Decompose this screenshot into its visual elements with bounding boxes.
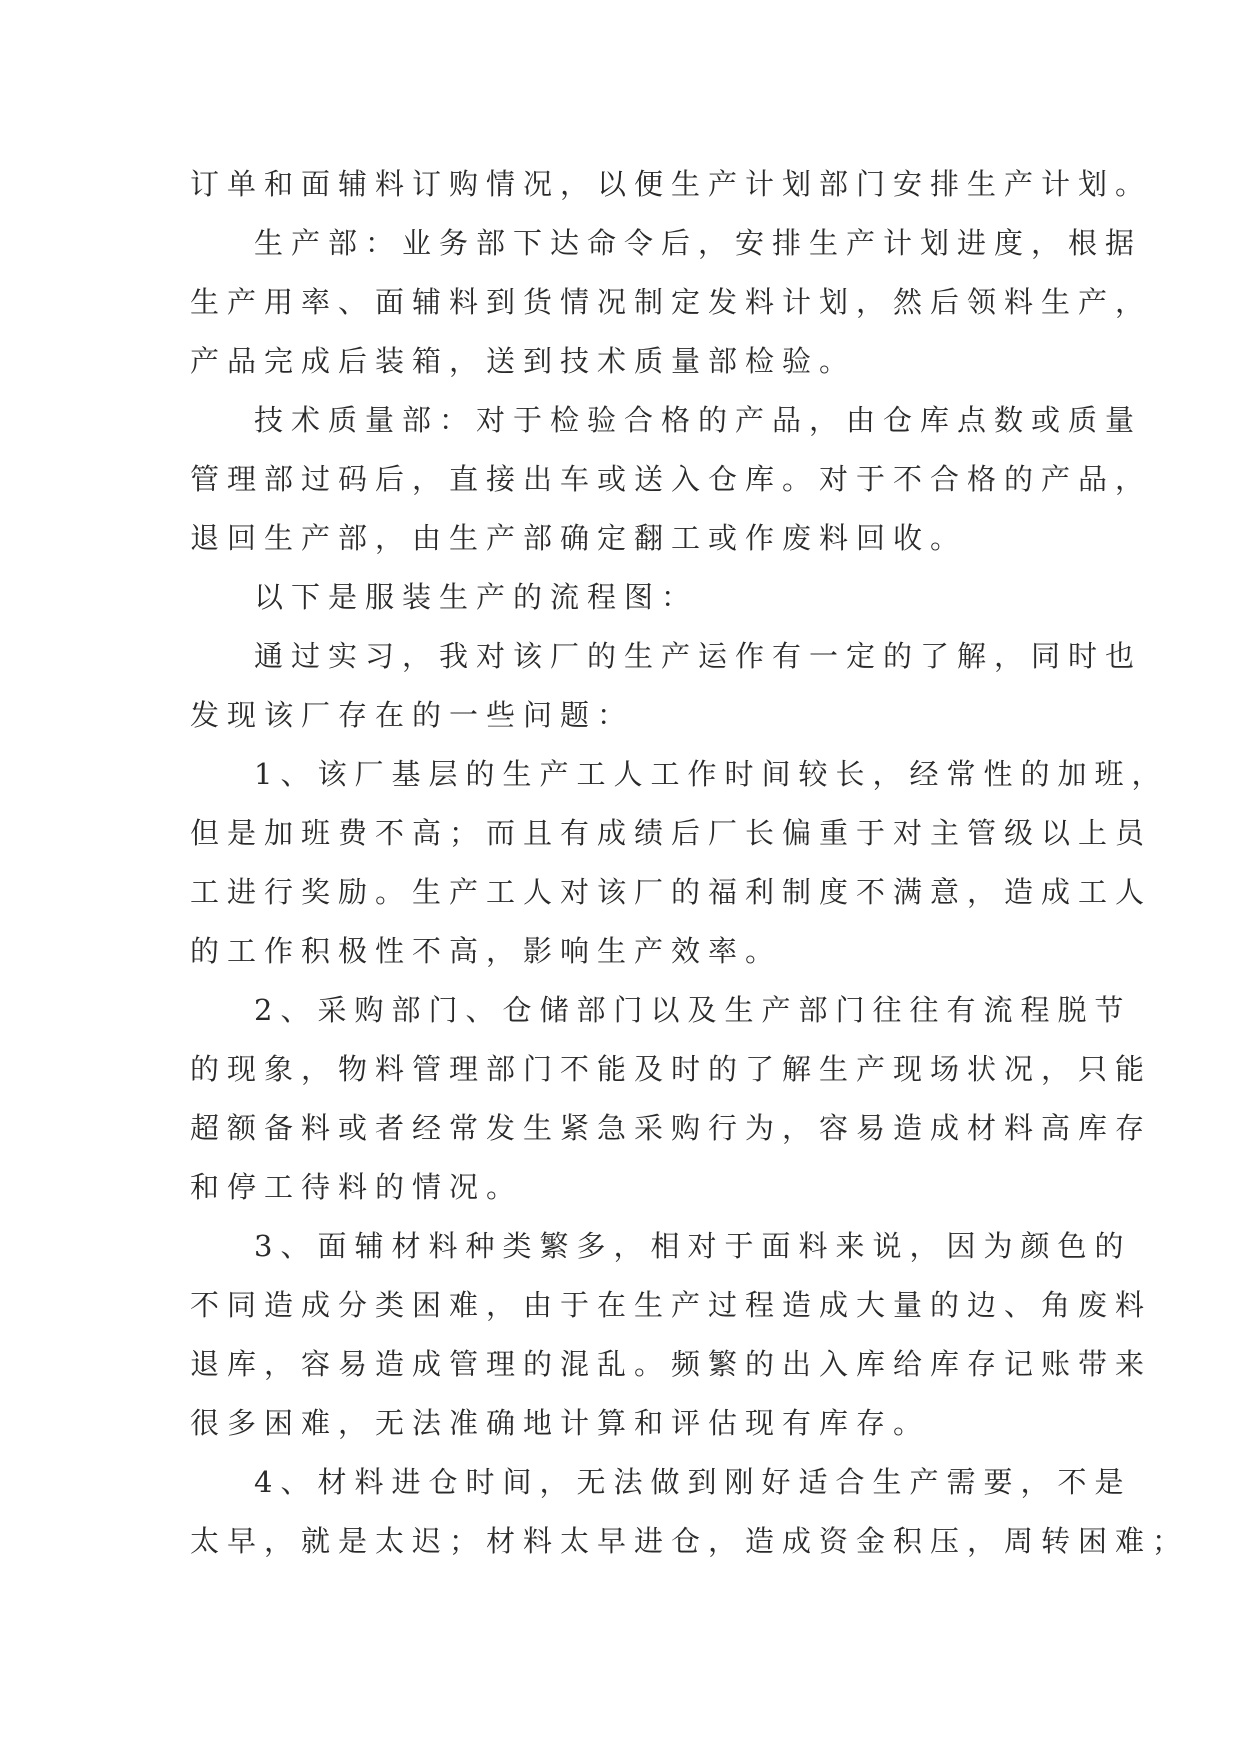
text-line: 管理部过码后，直接出车或送入仓库。对于不合格的产品， (190, 462, 1153, 496)
text-line: 以下是服装生产的流程图： (254, 580, 699, 614)
text-line: 1、该厂基层的生产工人工作时间较长，经常性的加班， (254, 757, 1169, 791)
body-text (190, 155, 1190, 1571)
text-line: 不同造成分类困难，由于在生产过程造成大量的边、角废料 (190, 1288, 1153, 1322)
text-line: 通过实习，我对该厂的生产运作有一定的了解，同时也 (254, 639, 1143, 673)
text-line: 超额备料或者经常发生紧急采购行为，容易造成材料高库存 (190, 1111, 1153, 1145)
text-line: 退库，容易造成管理的混乱。频繁的出入库给库存记账带来 (190, 1347, 1153, 1381)
text-line: 发现该厂存在的一些问题： (190, 698, 635, 732)
text-line: 订单和面辅料订购情况，以便生产计划部门安排生产计划。 (190, 167, 1153, 201)
text-line: 2、采购部门、仓储部门以及生产部门往往有流程脱节 (254, 993, 1132, 1027)
text-line: 很多困难，无法准确地计算和评估现有库存。 (190, 1406, 931, 1440)
text-line: 的现象，物料管理部门不能及时的了解生产现场状况，只能 (190, 1052, 1153, 1086)
text-line: 但是加班费不高；而且有成绩后厂长偏重于对主管级以上员 (190, 816, 1153, 850)
text-line: 退回生产部，由生产部确定翻工或作废料回收。 (190, 521, 968, 555)
text-line: 技术质量部：对于检验合格的产品，由仓库点数或质量 (254, 403, 1143, 437)
text-line: 生产部：业务部下达命令后，安排生产计划进度，根据 (254, 226, 1143, 260)
text-line: 和停工待料的情况。 (190, 1170, 524, 1204)
text-line: 太早，就是太迟；材料太早进仓，造成资金积压，周转困难； (190, 1524, 1190, 1558)
text-line: 生产用率、面辅料到货情况制定发料计划，然后领料生产， (190, 285, 1153, 319)
text-line: 的工作积极性不高，影响生产效率。 (190, 934, 783, 968)
text-line: 3、面辅材料种类繁多，相对于面料来说，因为颜色的 (254, 1229, 1132, 1263)
text-line: 4、材料进仓时间，无法做到刚好适合生产需要，不是 (254, 1465, 1132, 1499)
text-line: 工进行奖励。生产工人对该厂的福利制度不满意，造成工人 (190, 875, 1153, 909)
text-line: 产品完成后装箱，送到技术质量部检验。 (190, 344, 857, 378)
